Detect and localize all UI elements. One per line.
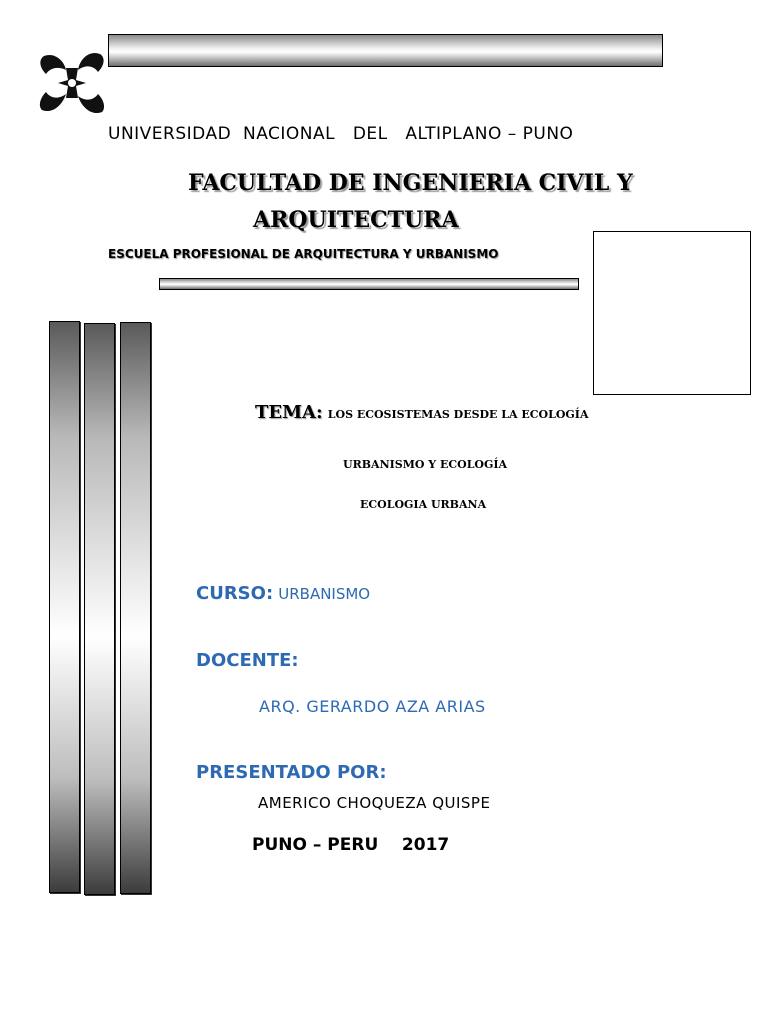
fleur-de-lis-logo-icon [36, 50, 108, 116]
curso-label: CURSO: [196, 583, 274, 604]
tema-block [255, 402, 588, 423]
top-decorative-bar [108, 34, 663, 67]
presentado-label: PRESENTADO POR: [196, 762, 387, 783]
vertical-bar-3 [120, 322, 151, 894]
tema-line1: LOS ECOSISTEMAS DESDE LA ECOLOGÍA [327, 408, 589, 421]
vertical-bar-1 [49, 321, 80, 893]
presentado-value: AMERICO CHOQUEZA QUISPE [258, 794, 491, 812]
tema-label: TEMA: [255, 402, 323, 423]
place-year: PUNO – PERU 2017 [252, 835, 450, 855]
tema-line2: URBANISMO Y ECOLOGÍA [343, 458, 508, 471]
docente-value: ARQ. GERARDO AZA ARIAS [259, 697, 486, 716]
curso-block [196, 583, 370, 604]
mid-decorative-bar [159, 278, 579, 290]
docente-label: DOCENTE: [196, 650, 299, 671]
tema-line3: ECOLOGIA URBANA [360, 498, 487, 511]
curso-value: URBANISMO [278, 585, 371, 603]
university-name: UNIVERSIDAD NACIONAL DEL ALTIPLANO – PUNO [108, 124, 574, 144]
faculty-name-line1: FACULTAD DE INGENIERIA CIVIL Y [188, 170, 633, 196]
faculty-name-line2: ARQUITECTURA [253, 207, 459, 233]
photo-frame [593, 231, 751, 395]
vertical-bar-2 [84, 323, 115, 895]
school-name: ESCUELA PROFESIONAL DE ARQUITECTURA Y URBANISMO [108, 247, 499, 261]
